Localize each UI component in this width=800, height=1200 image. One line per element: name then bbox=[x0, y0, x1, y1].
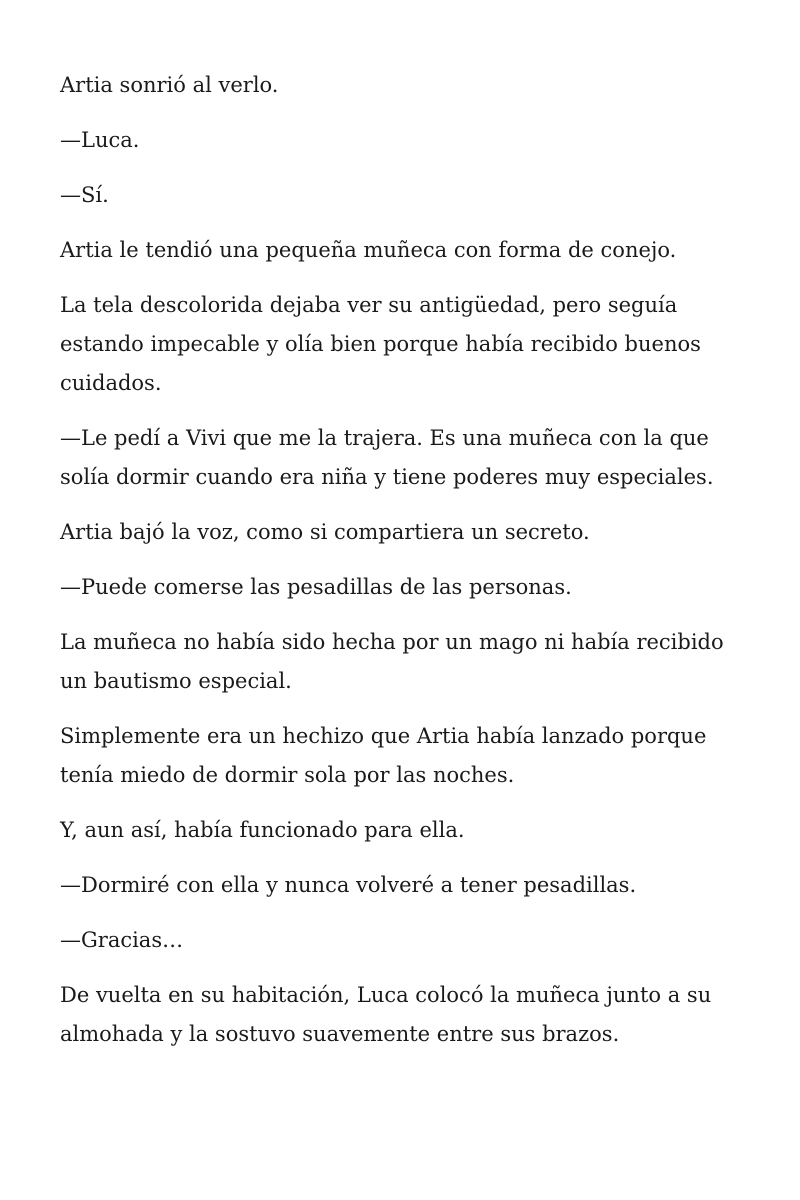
paragraph: Artia bajó la voz, como si compartiera un secreto. bbox=[60, 520, 590, 544]
paragraph: Artia le tendió una pequeña muñeca con forma de conejo. bbox=[60, 238, 677, 262]
paragraph: —Gracias… bbox=[60, 928, 184, 952]
paragraph: Artia sonrió al verlo. bbox=[60, 73, 279, 97]
paragraph: Simplemente era un hechizo que Artia había lanzado porque tenía miedo de dormir sola por las noches. bbox=[60, 724, 707, 787]
paragraph: —Sí. bbox=[60, 183, 109, 207]
paragraph: Y, aun así, había funcionado para ella. bbox=[60, 818, 465, 842]
paragraph: —Luca. bbox=[60, 128, 140, 152]
paragraph: —Dormiré con ella y nunca volveré a tener pesadillas. bbox=[60, 873, 637, 897]
paragraph: De vuelta en su habitación, Luca colocó la muñeca junto a su almohada y la sostuvo suavemente entre sus brazos. bbox=[60, 983, 712, 1046]
paragraph: —Le pedí a Vivi que me la trajera. Es una muñeca con la que solía dormir cuando era niña y tiene poderes muy especiales. bbox=[60, 426, 714, 489]
paragraph: La tela descolorida dejaba ver su antigüedad, pero seguía estando impecable y olía bien porque había recibido buenos cuidados. bbox=[60, 293, 701, 395]
paragraph: La muñeca no había sido hecha por un mago ni había recibido un bautismo especial. bbox=[60, 630, 724, 693]
paragraph: —Puede comerse las pesadillas de las personas. bbox=[60, 575, 572, 599]
